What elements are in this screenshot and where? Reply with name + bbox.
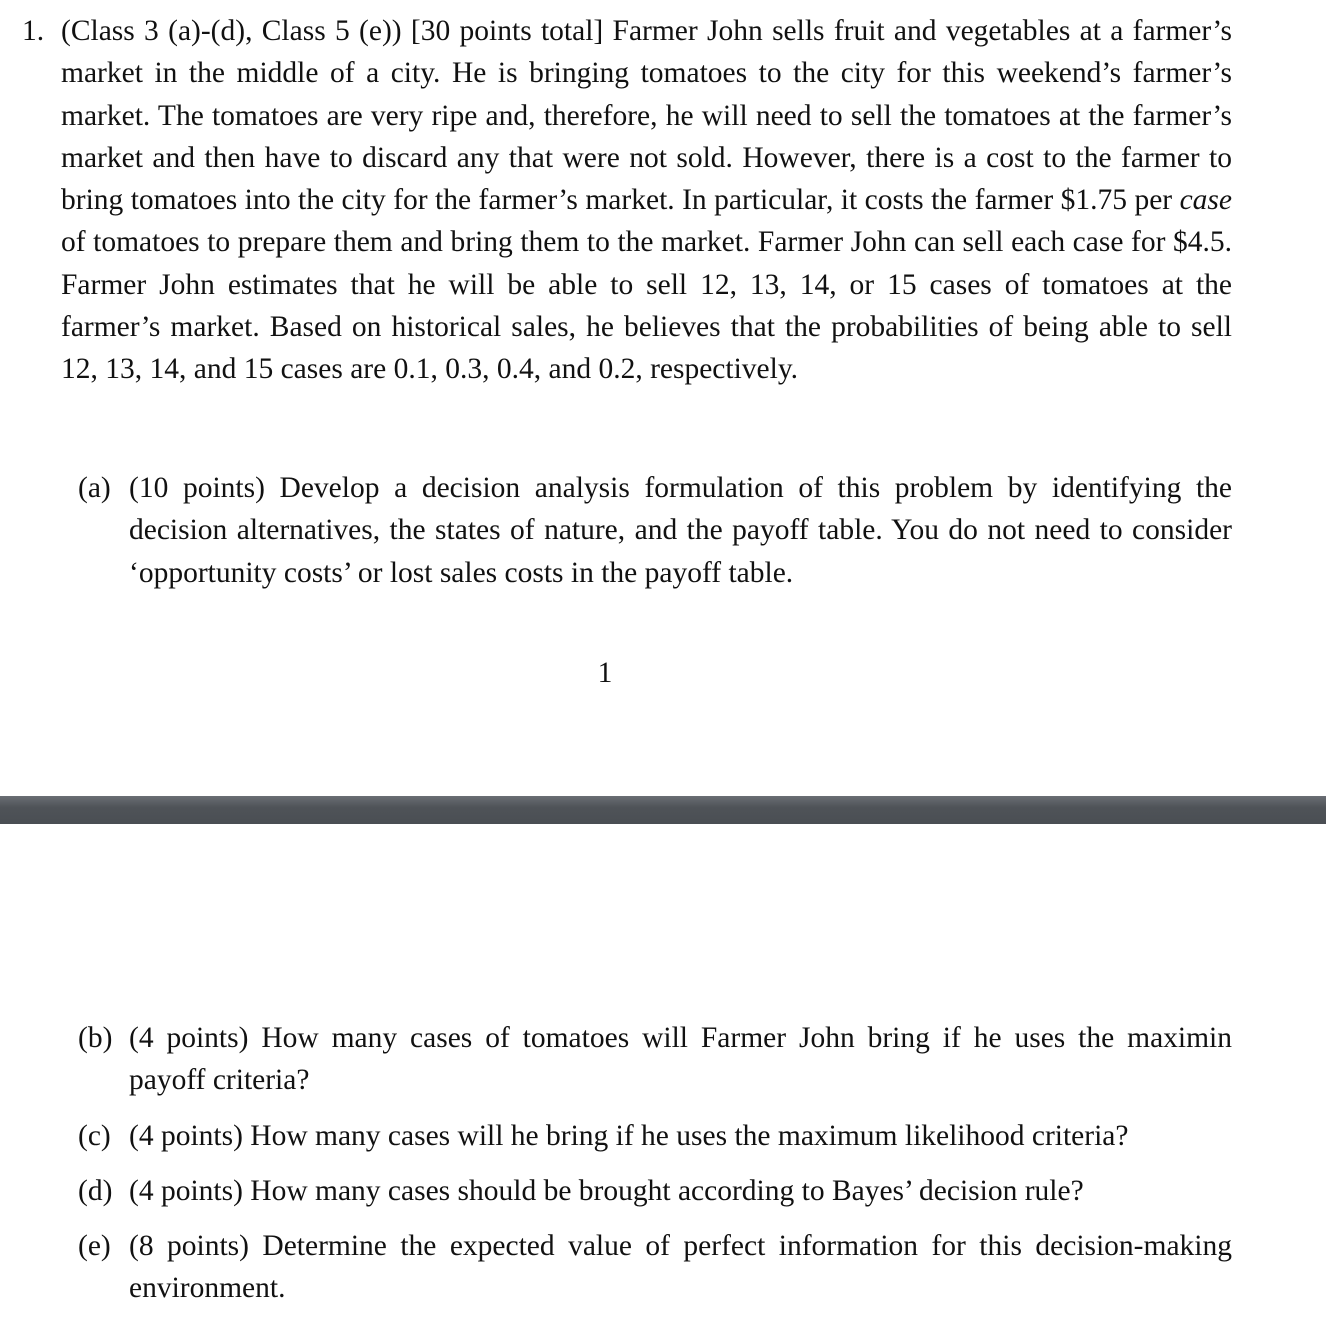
part-d-label: (d): [78, 1175, 113, 1207]
problem-body: [61, 10, 1232, 391]
part-e-text: (8 points) Determine the expected value of perfect information for this decision-making environment.: [129, 1230, 1232, 1305]
question-part-e: [78, 1225, 1232, 1310]
part-b-label: (b): [78, 1022, 113, 1054]
part-c-text: (4 points) How many cases will he bring if he uses the maximum likelihood criteria?: [129, 1120, 1129, 1152]
page-separator: [0, 796, 1326, 824]
part-c-label: (c): [78, 1120, 111, 1152]
problem-rest-text: of tomatoes to prepare them and bring them to the market. Farmer John can sell each case for $4.5. Farmer John estimates that he will be able to sell 12, 13, 14, or 15 cases of tomatoes at the farmer’s market. Based on historical sales, he believes that the probabilities of being able to sell 12, 13, 14, and 15 cases are 0.1, 0.3, 0.4, and 0.2, respectively.: [61, 226, 1232, 386]
document-page-2: [0, 824, 1326, 1324]
question-part-c: [78, 1115, 1232, 1157]
problem-statement: [22, 10, 1232, 391]
question-part-b: [78, 1017, 1232, 1102]
part-a-text: (10 points) Develop a decision analysis formulation of this problem by identifying the decision alternatives, the states of nature, and the payoff table. You do not need to consider ‘opportunity costs’ or lost sales costs in the payoff table.: [129, 472, 1232, 589]
question-part-d: [78, 1170, 1232, 1212]
problem-emphasis-text: case: [1179, 184, 1232, 217]
part-d-text: (4 points) How many cases should be brought according to Bayes’ decision rule?: [129, 1175, 1084, 1207]
problem-number: 1.: [22, 15, 45, 47]
page-number: 1: [597, 657, 613, 689]
part-a-label: (a): [78, 472, 111, 504]
question-part-a: [78, 467, 1232, 594]
problem-intro-text: (Class 3 (a)-(d), Class 5 (e)) [30 points total] Farmer John sells fruit and vegetables at a farmer’s market in the middle of a city. He is bringing tomatoes to the city for this weekend’s farmer’s market. The tomatoes are very ripe and, therefore, he will need to sell the tomatoes at the farmer’s market and then have to discard any that were not sold. However, there is a cost to the farmer to bring tomatoes into the city for the farmer’s market. In particular, it costs the farmer $1.75 per: [61, 15, 1232, 217]
part-b-text: (4 points) How many cases of tomatoes will Farmer John bring if he uses the maximin payoff criteria?: [129, 1022, 1232, 1097]
part-e-label: (e): [78, 1230, 111, 1262]
